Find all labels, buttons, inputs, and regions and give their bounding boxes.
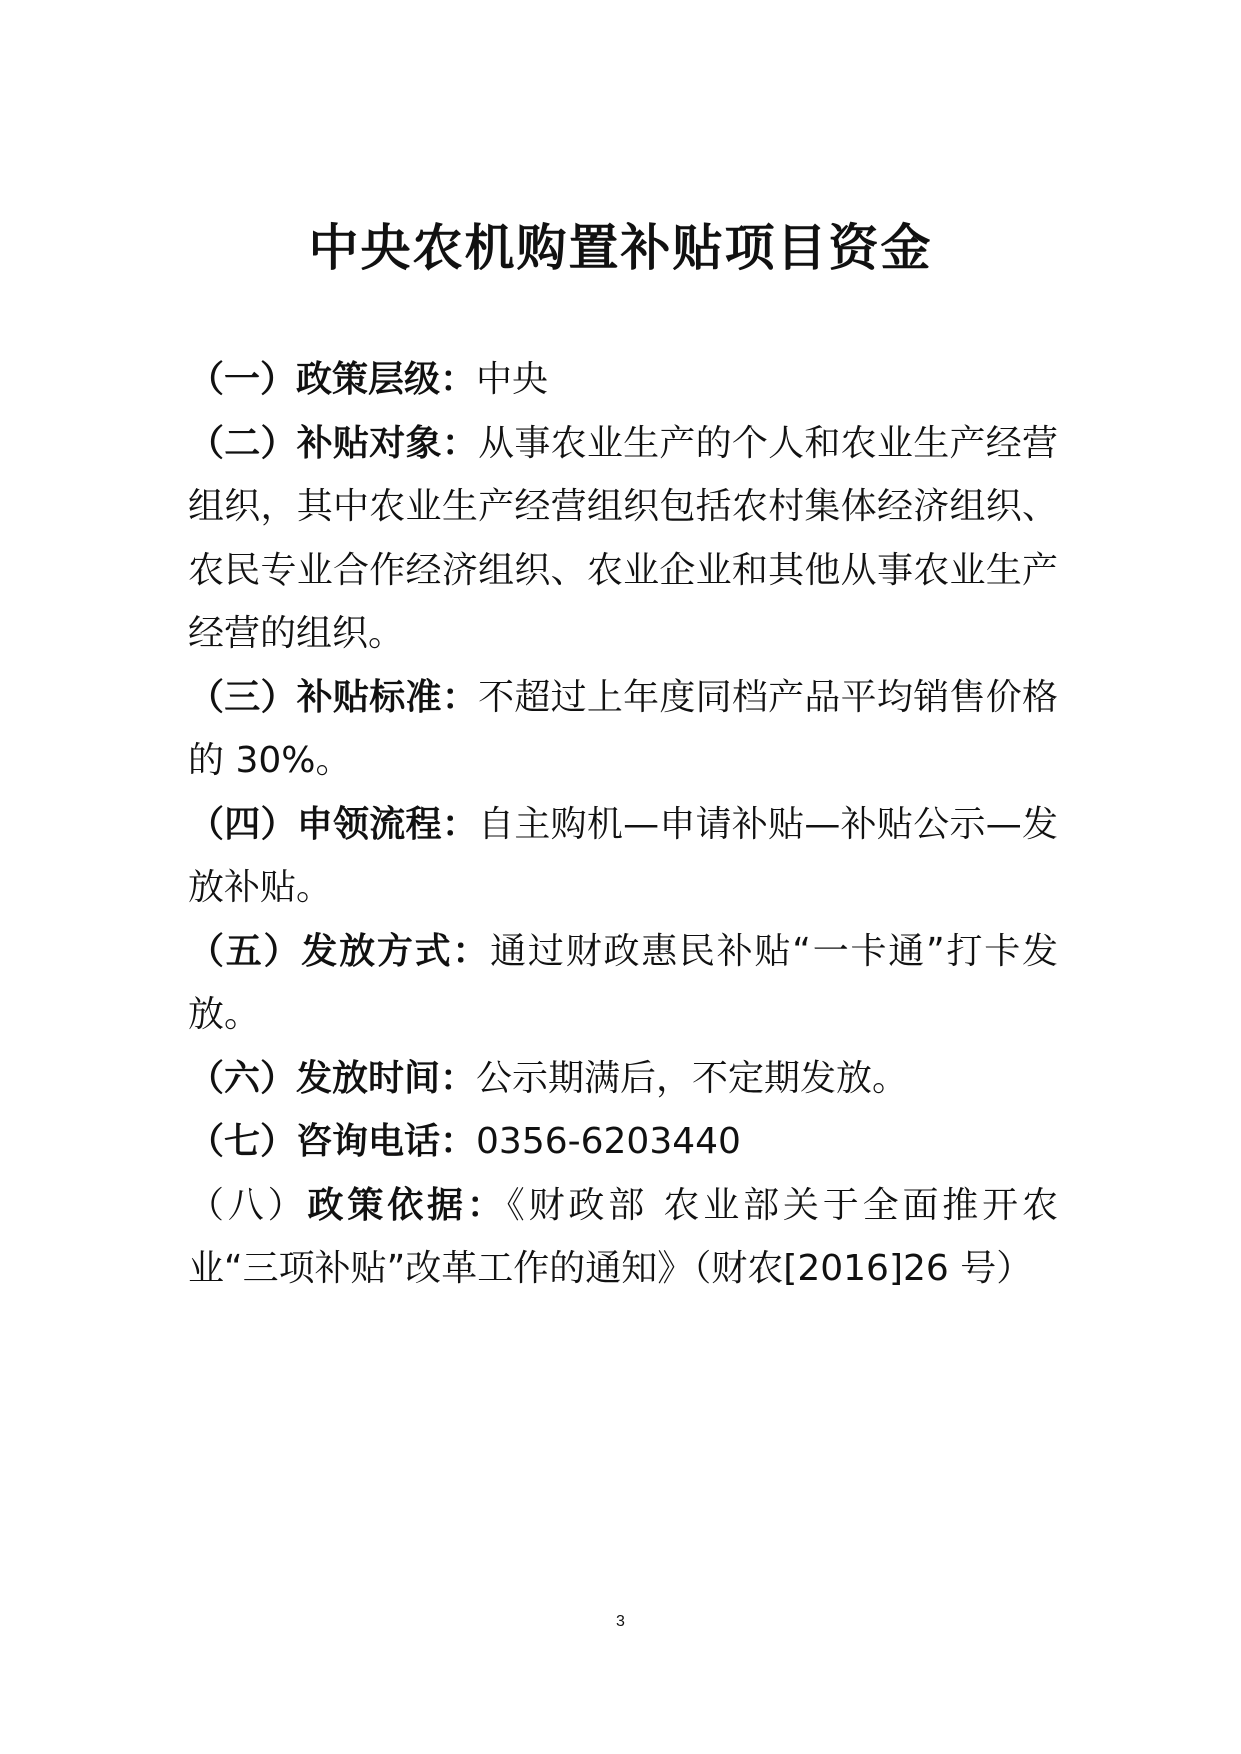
item-label: （六）发放时间： (188, 1057, 477, 1099)
item-text: 公示期满后，不定期发放。 (476, 1057, 909, 1099)
item-label: （一）政策层级： (188, 359, 477, 400)
item-text: 从事农业生产的个人和农业生产经营组织，其中农业生产经营组织包括农村集体经济组织、农民专业合作经济组织、农业企业和其他从事农业生产经营的组织。 (188, 422, 1058, 654)
page-number: 3 (616, 1613, 625, 1630)
item-label: （五）发放方式： (188, 930, 491, 972)
item-label: （七）咨询电话： (188, 1121, 477, 1162)
item-label: （四）申领流程： (188, 803, 479, 845)
policy-item-standard (188, 666, 1058, 793)
policy-item-basis (188, 1174, 1058, 1301)
item-text: 自主购机—申请补贴—补贴公示—发放补贴。 (188, 803, 1058, 908)
item-label: 政策依据： (307, 1184, 507, 1226)
item-text: 不超过上年度同档产品平均销售价格的 30%。 (188, 676, 1058, 781)
item-label-prefix: （八） (188, 1184, 308, 1226)
policy-item-target (188, 412, 1058, 666)
page-title: 中央农机购置补贴项目资金 (308, 219, 933, 277)
item-text: 0356-6203440 (476, 1121, 741, 1162)
item-text: 中央 (476, 359, 549, 400)
item-text: 通过财政惠民补贴“一卡通”打卡发放。 (188, 930, 1058, 1035)
policy-item-process (188, 793, 1058, 920)
policy-content (188, 348, 1058, 1301)
policy-item-phone (188, 1110, 1058, 1174)
policy-item-level (188, 348, 1058, 412)
item-text: 《财政部 农业部关于全面推开农业“三项补贴”改革工作的通知》（财农[2016]26 号） (188, 1184, 1058, 1289)
item-label: （二）补贴对象： (188, 422, 479, 464)
policy-item-method (188, 920, 1058, 1047)
item-label: （三）补贴标准： (188, 676, 479, 718)
policy-item-time (188, 1047, 1058, 1111)
